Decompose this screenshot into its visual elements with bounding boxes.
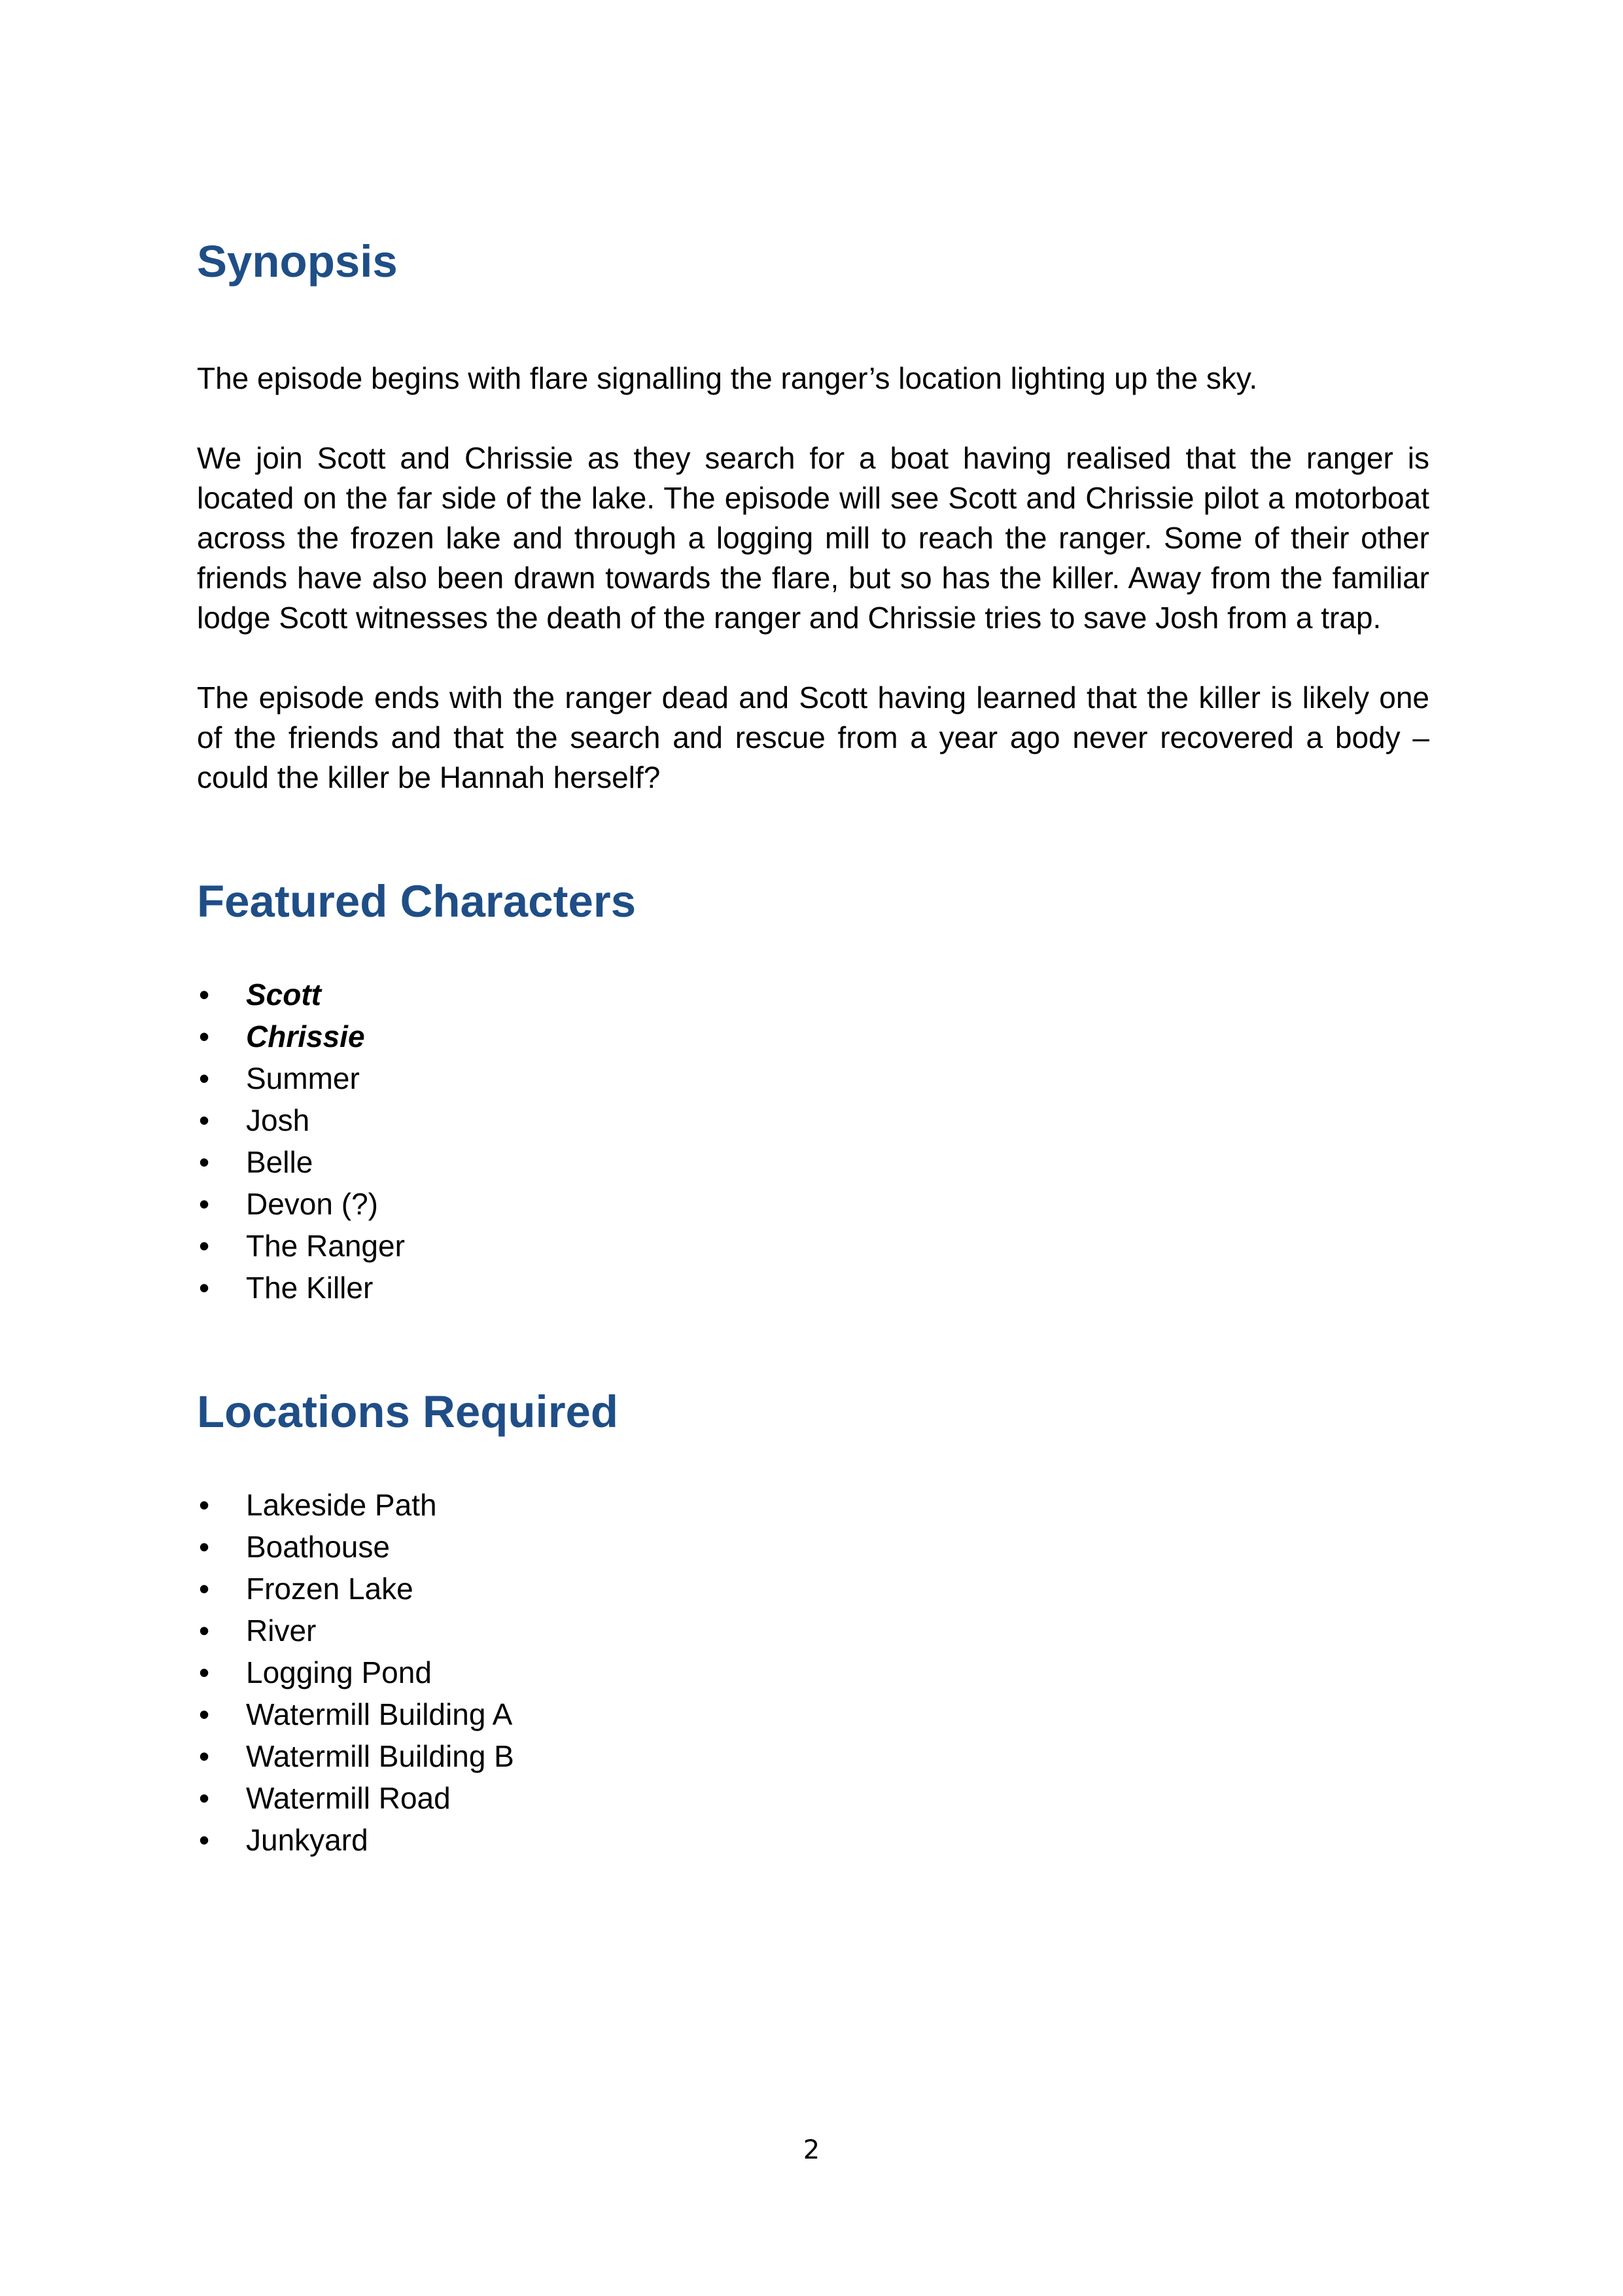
bullet-icon: • bbox=[199, 1061, 210, 1095]
list-item bbox=[197, 1057, 405, 1099]
character-name: Summer bbox=[246, 1061, 360, 1095]
location-name: Junkyard bbox=[246, 1823, 368, 1857]
list-item bbox=[197, 1693, 514, 1735]
list-item bbox=[197, 1526, 514, 1568]
list-item bbox=[197, 1225, 405, 1267]
featured-characters-list bbox=[197, 974, 405, 1309]
character-name: Belle bbox=[246, 1145, 313, 1179]
list-item bbox=[197, 1484, 514, 1526]
location-name: Watermill Road bbox=[246, 1781, 451, 1815]
list-item bbox=[197, 1610, 514, 1651]
bullet-icon: • bbox=[199, 1103, 210, 1137]
location-name: Logging Pond bbox=[246, 1655, 432, 1689]
bullet-icon: • bbox=[199, 1271, 210, 1305]
list-item bbox=[197, 1777, 514, 1819]
character-name: Chrissie bbox=[246, 1019, 365, 1053]
list-item bbox=[197, 1267, 405, 1309]
synopsis-paragraph-1: The episode begins with flare signalling the ranger’s location lighting up the sky. bbox=[197, 361, 1258, 395]
character-name: The Killer bbox=[246, 1271, 374, 1305]
character-name: Scott bbox=[246, 978, 321, 1012]
locations-required-heading: Locations Required bbox=[197, 1386, 619, 1437]
list-item bbox=[197, 1651, 514, 1693]
bullet-icon: • bbox=[199, 1572, 210, 1606]
bullet-icon: • bbox=[199, 1145, 210, 1179]
list-item bbox=[197, 1099, 405, 1141]
featured-characters-heading: Featured Characters bbox=[197, 876, 637, 927]
list-item bbox=[197, 1141, 405, 1183]
location-name: Lakeside Path bbox=[246, 1488, 437, 1522]
bullet-icon: • bbox=[199, 1781, 210, 1815]
list-item bbox=[197, 1016, 405, 1057]
location-name: River bbox=[246, 1614, 317, 1648]
list-item bbox=[197, 974, 405, 1016]
character-name: Josh bbox=[246, 1103, 310, 1137]
bullet-icon: • bbox=[199, 1488, 210, 1522]
location-name: Frozen Lake bbox=[246, 1572, 413, 1606]
location-name: Watermill Building B bbox=[246, 1739, 514, 1773]
bullet-icon: • bbox=[199, 1697, 210, 1731]
page-number: 2 bbox=[803, 2135, 820, 2165]
character-name: The Ranger bbox=[246, 1229, 405, 1263]
bullet-icon: • bbox=[199, 1739, 210, 1773]
bullet-icon: • bbox=[199, 1823, 210, 1857]
bullet-icon: • bbox=[199, 1530, 210, 1564]
synopsis-paragraph-2: We join Scott and Chrissie as they search for a boat having realised that the ranger is located on the far side of the lake. The episode will see Scott and Chrissie pilot a motorboat across the frozen lake and through a logging mill to reach the ranger. Some of their other friends have also been drawn towards the flare, but so has the killer. Away from the familiar lodge Scott witnesses the death of the ranger and Chrissie tries to save Josh from a trap. bbox=[197, 441, 1429, 635]
bullet-icon: • bbox=[199, 978, 210, 1012]
list-item bbox=[197, 1735, 514, 1777]
location-name: Watermill Building A bbox=[246, 1697, 513, 1731]
character-name: Devon (?) bbox=[246, 1187, 378, 1221]
synopsis-heading: Synopsis bbox=[197, 236, 398, 287]
bullet-icon: • bbox=[199, 1614, 210, 1648]
list-item bbox=[197, 1819, 514, 1861]
locations-required-list bbox=[197, 1484, 514, 1861]
bullet-icon: • bbox=[199, 1187, 210, 1221]
bullet-icon: • bbox=[199, 1019, 210, 1053]
list-item bbox=[197, 1568, 514, 1610]
bullet-icon: • bbox=[199, 1229, 210, 1263]
synopsis-paragraph-3: The episode ends with the ranger dead and Scott having learned that the killer is likely one of the friends and that the search and rescue from a year ago never recovered a body – could the killer be Hannah herself? bbox=[197, 680, 1429, 794]
location-name: Boathouse bbox=[246, 1530, 390, 1564]
list-item bbox=[197, 1183, 405, 1225]
bullet-icon: • bbox=[199, 1655, 210, 1689]
